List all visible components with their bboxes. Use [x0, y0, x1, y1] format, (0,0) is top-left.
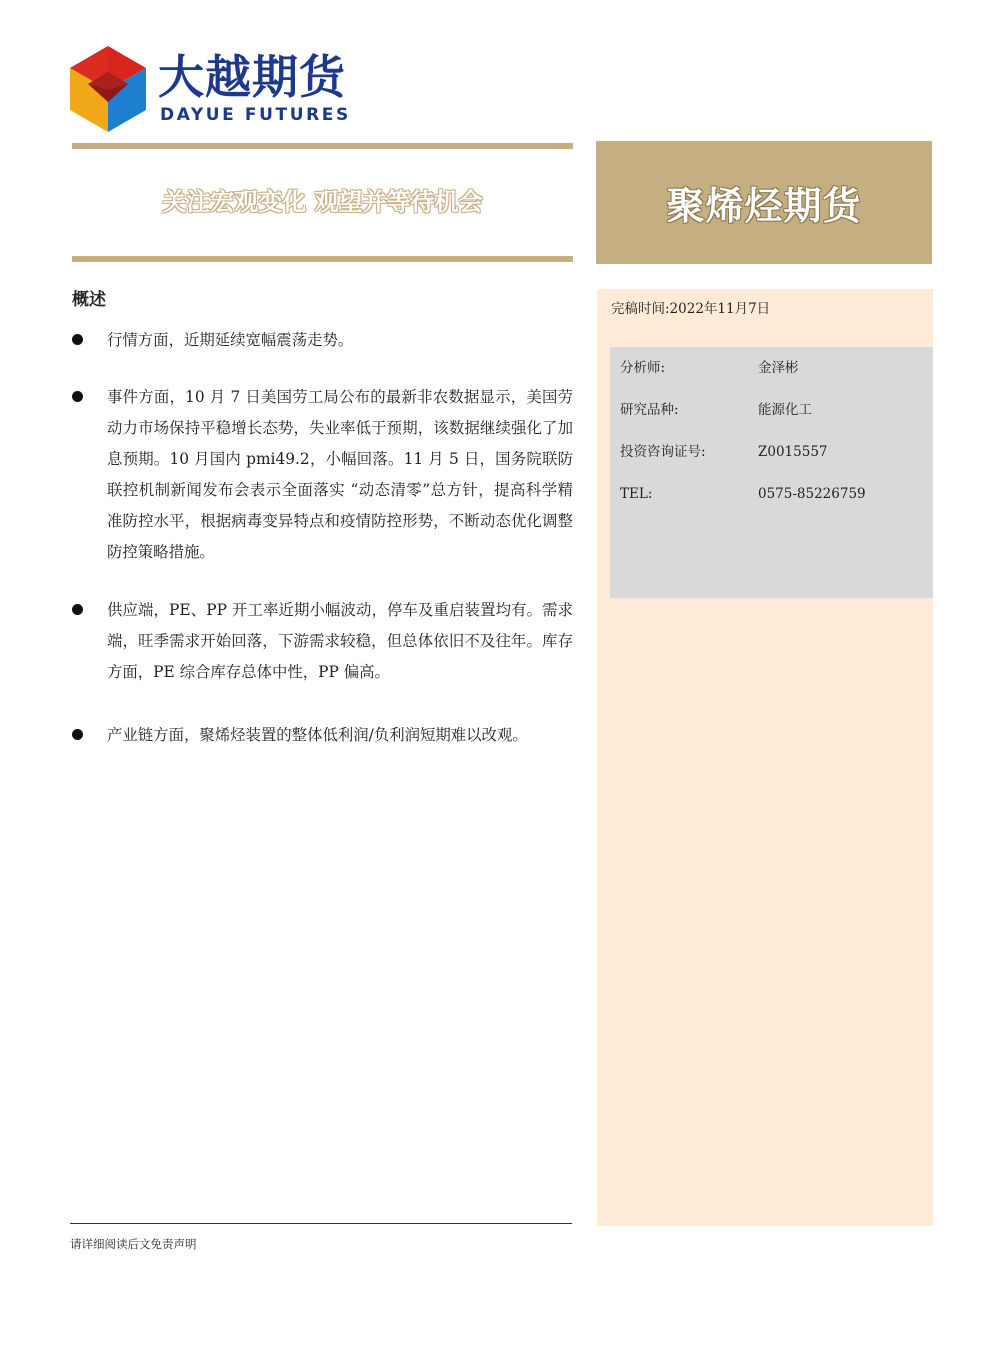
footer-rule: [70, 1223, 572, 1224]
summary-bullet: [72, 325, 573, 356]
summary-heading: 概述: [72, 290, 106, 310]
research-variety-value: 能源化工: [758, 402, 812, 418]
summary-bullet: [72, 382, 573, 568]
tel-value: 0575-85226759: [758, 486, 866, 502]
title-top-rule: [72, 143, 573, 149]
analyst-label: 分析师:: [620, 360, 666, 376]
summary-bullet-text: 事件方面，10 月 7 日美国劳工局公布的最新非农数据显示，美国劳动力市场保持平稳增长态势，失业率低于预期，该数据继续强化了加息预期。10 月国内 pmi49.2，小幅回落。11 月 5 日，国务院联防联控机制新闻发布会表示全面落实 “动态清零”总方针，提高科学精准防控水平，根据病毒变异特点和疫情防控形势，不断动态优化调整防控策略措施。: [107, 388, 573, 561]
report-headline: 关注宏观变化 观望并等待机会: [162, 188, 483, 216]
research-variety-label: 研究品种:: [620, 402, 679, 418]
dayue-logo-icon: [68, 44, 148, 134]
footer-disclaimer: 请详细阅读后文免责声明: [70, 1237, 197, 1251]
summary-bullet: [72, 595, 573, 688]
bullet-icon: [72, 604, 83, 615]
brand-name-cn: 大越期货: [158, 50, 346, 104]
brand-name-en: DAYUE FUTURES: [160, 105, 351, 125]
license-label: 投资咨询证号:: [620, 444, 706, 460]
summary-bullet: [72, 720, 573, 751]
tel-label: TEL:: [620, 486, 653, 502]
analyst-info-box: [610, 347, 933, 598]
bullet-icon: [72, 729, 83, 740]
completion-date: 完稿时间:2022年11月7日: [611, 301, 771, 317]
analyst-value: 金泽彬: [758, 360, 799, 376]
summary-bullet-text: 行情方面，近期延续宽幅震荡走势。: [107, 331, 354, 349]
bullet-icon: [72, 334, 83, 345]
category-banner: [596, 141, 932, 264]
title-bottom-rule: [72, 256, 573, 262]
summary-bullet-text: 供应端，PE、PP 开工率近期小幅波动，停车及重启装置均有。需求端，旺季需求开始回落，下游需求较稳，但总体依旧不及往年。库存方面，PE 综合库存总体中性，PP 偏高。: [107, 601, 573, 681]
summary-bullet-text: 产业链方面，聚烯烃装置的整体低利润/负利润短期难以改观。: [107, 726, 528, 744]
bullet-icon: [72, 391, 83, 402]
report-category: 聚烯烃期货: [666, 184, 862, 228]
license-value: Z0015557: [758, 444, 828, 460]
